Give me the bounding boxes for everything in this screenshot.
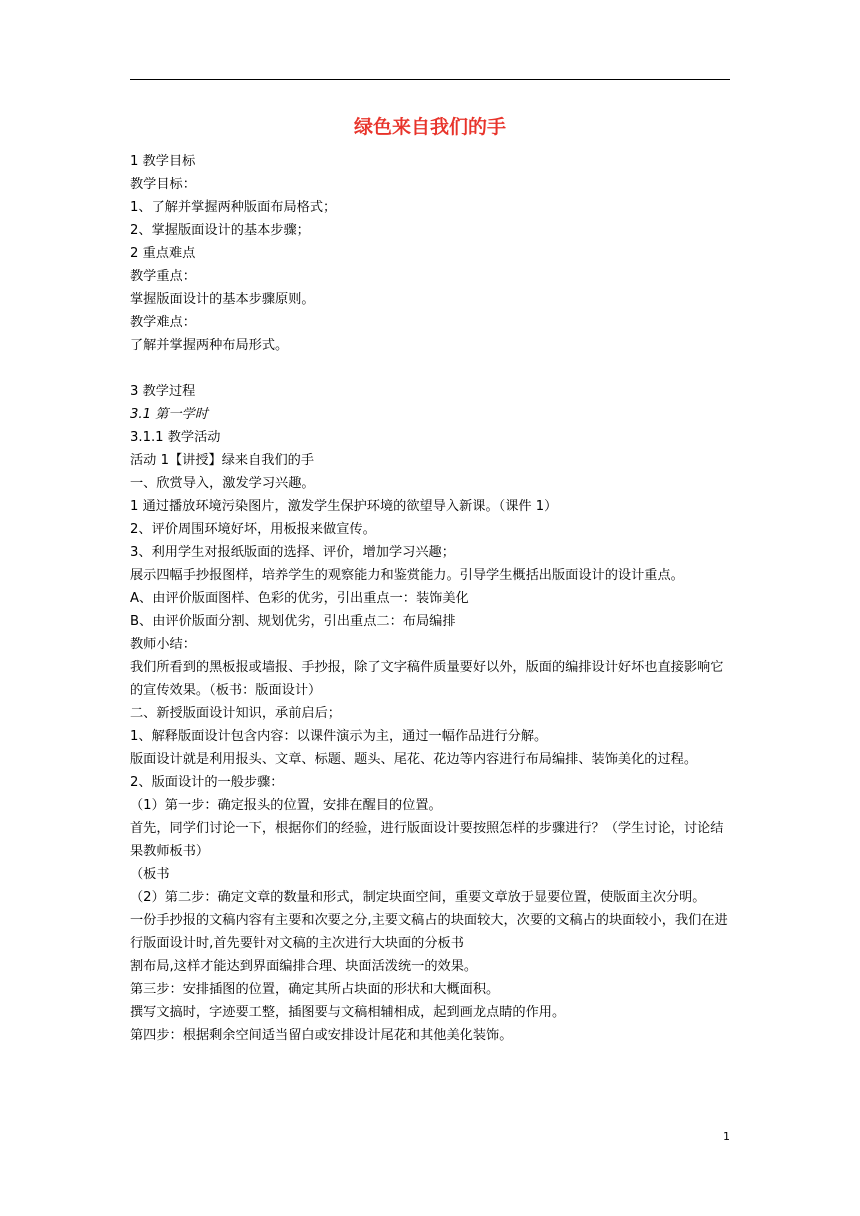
- page-number: 1: [723, 1130, 730, 1143]
- body-line: 1 通过播放环境污染图片，激发学生保护环境的欲望导入新课。（课件 1）: [130, 499, 558, 514]
- body-line: 掌握版面设计的基本步骤原则。: [130, 292, 315, 307]
- body-line: 一、欣赏导入，激发学习兴趣。: [130, 476, 315, 491]
- body-line: 二、新授版面设计知识，承前启后；: [130, 706, 341, 721]
- body-line: 3、利用学生对报纸版面的选择、评价，增加学习兴趣；: [130, 545, 455, 560]
- body-line: 割布局,这样才能达到界面编排合理、块面活泼统一的效果。: [130, 959, 478, 974]
- body-line: 2、评价周围环境好坏，用板报来做宣传。: [130, 522, 376, 537]
- body-line: 了解并掌握两种布局形式。: [130, 338, 289, 353]
- body-line: A、由评价版面图样、色彩的优劣，引出重点一：装饰美化: [130, 591, 469, 606]
- body-line: 教学重点：: [130, 269, 196, 284]
- body-line: 3.1.1 教学活动: [130, 430, 221, 445]
- body-line: 2、掌握版面设计的基本步骤；: [130, 223, 310, 238]
- body-line: 教学目标：: [130, 177, 196, 192]
- body-line: 撰写文搞时，字迹要工整，插图要与文稿相辅相成，起到画龙点睛的作用。: [130, 1005, 566, 1020]
- body-line: 1 教学目标: [130, 154, 196, 169]
- body-line: 教师小结：: [130, 637, 196, 652]
- body-line: 一份手抄报的文稿内容有主要和次要之分,主要文稿占的块面较大，次要的文稿占的块面较小，我们在进行版面设计时,首先要针对文稿的主次进行大块面的分板书: [130, 913, 728, 951]
- body-line: 1、了解并掌握两种版面布局格式；: [130, 200, 337, 215]
- document-body: [130, 150, 730, 1047]
- body-line: （2）第二步：确定文章的数量和形式，制定块面空间，重要文章放于显要位置，使版面主次分明。: [130, 890, 706, 905]
- body-line: 2、版面设计的一般步骤：: [130, 775, 284, 790]
- body-line: 第四步：根据剩余空间适当留白或安排设计尾花和其他美化装饰。: [130, 1028, 513, 1043]
- body-line: 版面设计就是利用报头、文章、标题、题头、尾花、花边等内容进行布局编排、装饰美化的过程。: [130, 752, 698, 767]
- body-line: 2 重点难点: [130, 246, 196, 261]
- blank-line: [130, 357, 730, 380]
- body-line: 第三步：安排插图的位置，确定其所占块面的形状和大概面积。: [130, 982, 500, 997]
- body-line: 展示四幅手抄报图样，培养学生的观察能力和鉴赏能力。引导学生概括出版面设计的设计重点。: [130, 568, 684, 583]
- body-line: 首先，同学们讨论一下，根据你们的经验，进行版面设计要按照怎样的步骤进行？（学生讨论，讨论结果教师板书）: [130, 821, 724, 859]
- body-line: 活动 1【讲授】绿来自我们的手: [130, 453, 315, 468]
- body-line: 1、解释版面设计包含内容：以课件演示为主，通过一幅作品进行分解。: [130, 729, 548, 744]
- body-line-italic: 3.1 第一学时: [130, 407, 208, 422]
- body-line: 3 教学过程: [130, 384, 196, 399]
- header-rule: [130, 79, 730, 80]
- body-line: 我们所看到的黑板报或墙报、手抄报，除了文字稿件质量要好以外，版面的编排设计好坏也直接影响它的宣传效果。（板书：版面设计）: [130, 660, 724, 698]
- body-line: B、由评价版面分割、规划优劣，引出重点二：布局编排: [130, 614, 456, 629]
- document-title: 绿色来自我们的手: [353, 116, 506, 138]
- body-line: 教学难点：: [130, 315, 196, 330]
- body-line: （1）第一步：确定报头的位置，安排在醒目的位置。: [130, 798, 442, 813]
- body-line: （板书: [130, 867, 170, 882]
